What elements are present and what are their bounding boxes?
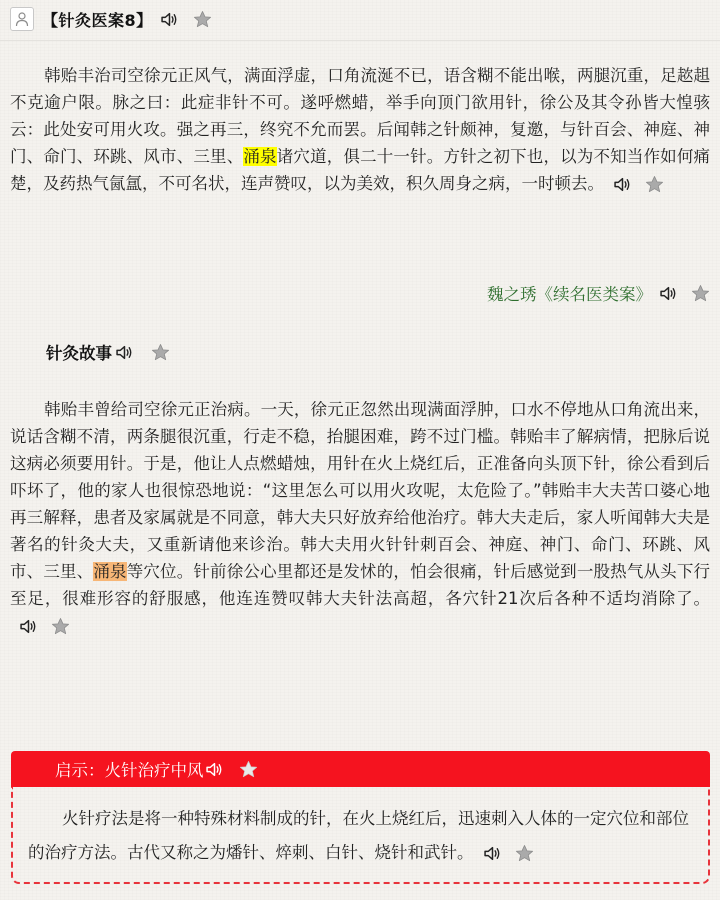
highlighted-term[interactable]: 涌泉 <box>243 147 277 166</box>
speaker-icon[interactable] <box>660 286 677 301</box>
star-icon[interactable] <box>193 10 212 29</box>
speaker-icon[interactable] <box>484 846 501 861</box>
star-icon[interactable] <box>51 617 70 636</box>
case-paragraph <box>10 62 710 197</box>
case-text-part1: 韩贻丰治司空徐元正风气，满面浮虚，口角流涎不已，语含糊不能出喉，两腿沉重，足趑趄不克逾户限。脉之曰：此症非针不可。遂呼燃蜡，举手向顶门欲用针，徐公及其令孙皆大惶骇云：此处安可用火攻。强之再三，终究不允而罢。后闻韩之针颇神，复邀，与针百会、神庭、神门、命门、环跳、风市、三里、 <box>10 66 710 166</box>
highlighted-term[interactable]: 涌泉 <box>93 562 127 581</box>
tip-paragraph <box>28 802 700 870</box>
tip-text: 火针疗法是将一种特殊材料制成的针，在火上烧红后，迅速刺入人体的一定穴位和部位的治疗方法。古代又称之为燔针、焠刺、白针、烧针和武针。 <box>28 809 689 862</box>
case-title: 【针灸医案8】 <box>42 10 153 30</box>
story-heading <box>46 340 170 364</box>
star-icon[interactable] <box>645 175 664 194</box>
speaker-icon[interactable] <box>20 619 37 634</box>
story-text-part2: 等穴位。针前徐公心里都还是发怵的，怕会很痛，针后感觉到一股热气从头下行至足，很难形容的舒服感，他连连赞叹韩大夫针法高超，各穴针21次后各种不适均消除了。 <box>10 562 711 608</box>
story-text-part1: 韩贻丰曾给司空徐元正治病。一天，徐元正忽然出现满面浮肿，口水不停地从口角流出来，说话含糊不清，两条腿很沉重，行走不稳，抬腿困难，跨不过门槛。韩贻丰了解病情，把脉后说这病必须要用针。于是，他让人点燃蜡烛，用针在火上烧红后，正准备向头顶下针，徐公看到后吓坏了，他的家人也很惊恐地说：“这里怎么可以用火攻呢，太危险了。”韩贻丰大夫苦口婆心地再三解释，患者及家属就是不同意，韩大夫只好放弃给他治疗。韩大夫走后，家人听闻韩大夫是著名的针灸大夫，又重新请他来诊治。韩大夫用火针针刺百会、神庭、神门、命门、环跳、风市、三里、 <box>10 400 710 581</box>
star-icon[interactable] <box>151 343 170 362</box>
speaker-icon[interactable] <box>614 177 631 192</box>
case-text-part2: 诸穴道，俱二十一针。方针之初下也，以为不知当作如何痛楚，及药热气氤氲，不可名状，连声赞叹，以为美效，积久周身之病，一时顿去。 <box>10 147 711 193</box>
speaker-icon[interactable] <box>116 345 133 360</box>
star-icon[interactable] <box>239 760 258 779</box>
header-divider <box>0 40 720 41</box>
star-icon[interactable] <box>515 844 534 863</box>
source-citation <box>487 281 710 305</box>
source-text: 魏之琇《续名医类案》 <box>487 285 652 304</box>
user-avatar-icon[interactable] <box>10 7 34 31</box>
speaker-icon[interactable] <box>206 762 223 777</box>
story-paragraph <box>10 396 710 639</box>
story-title: 针灸故事 <box>46 344 112 363</box>
tip-title: 启示：火针治疗中风 <box>55 761 204 780</box>
case-header <box>10 6 212 32</box>
star-icon[interactable] <box>691 284 710 303</box>
tip-header <box>11 751 710 787</box>
speaker-icon[interactable] <box>161 12 178 27</box>
